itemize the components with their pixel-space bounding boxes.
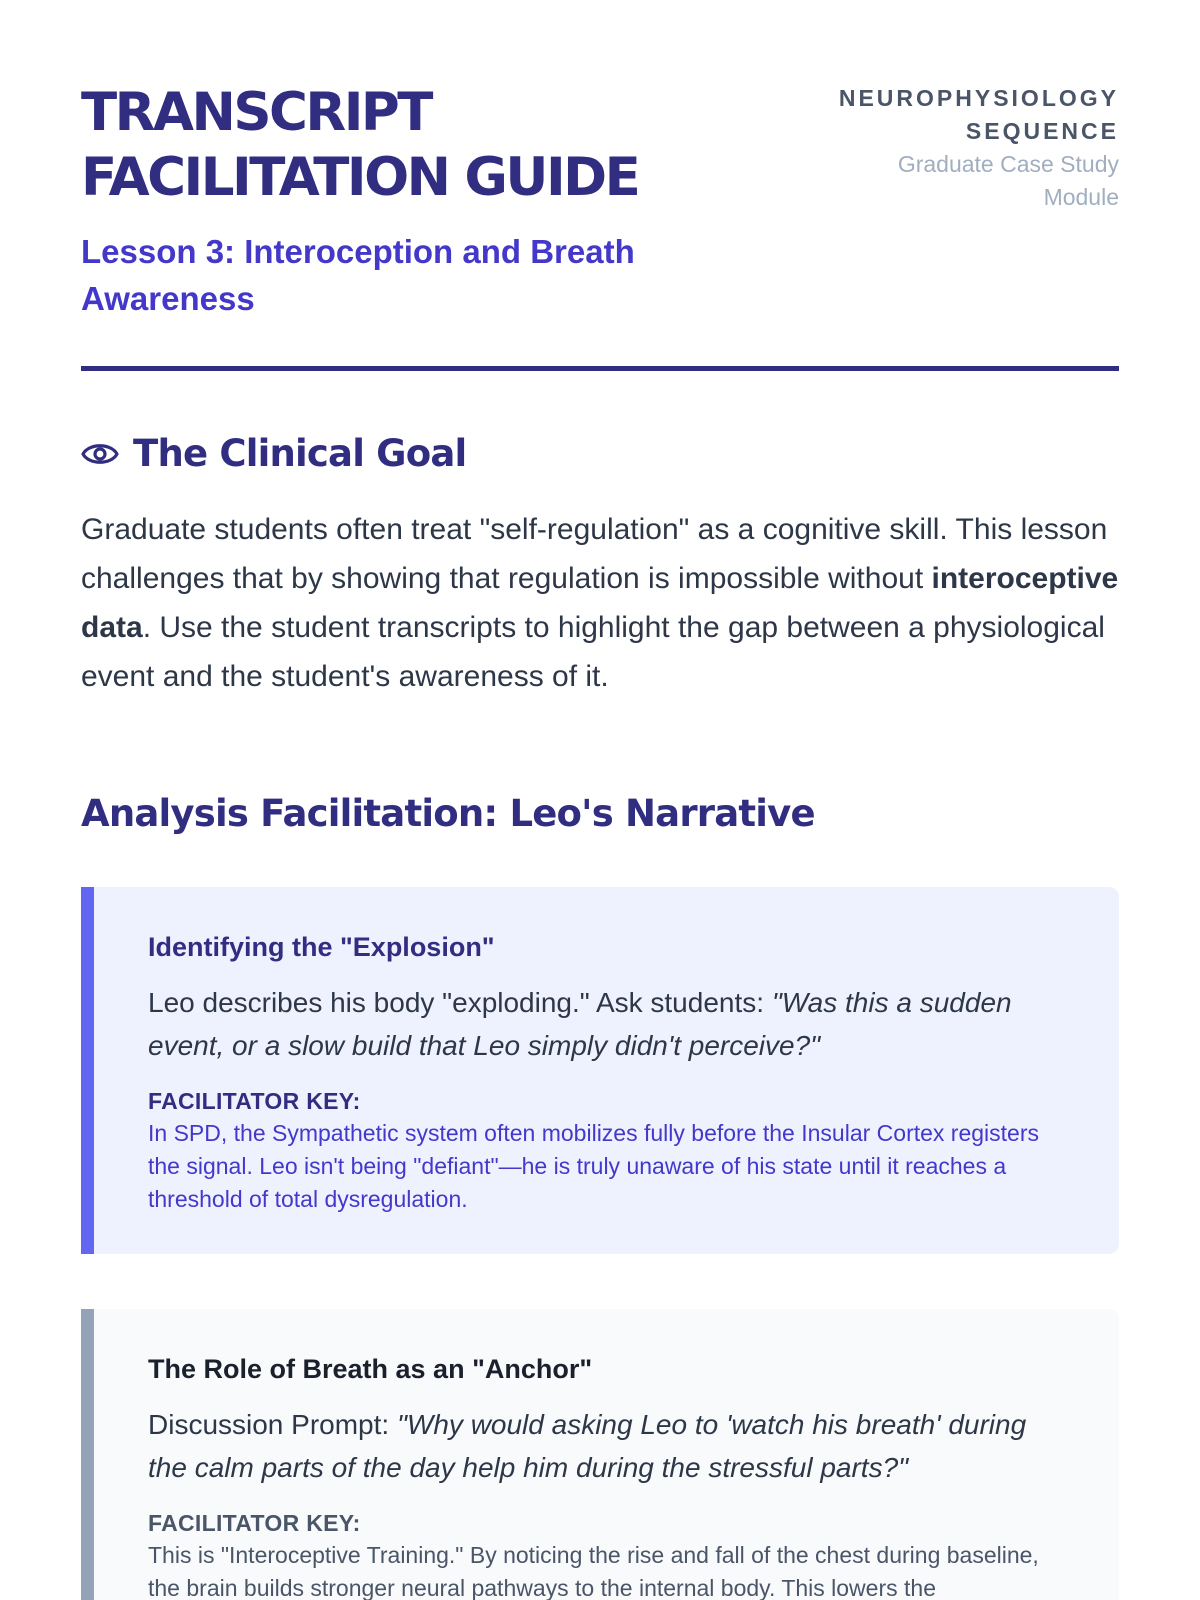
card-prompt-lead: Discussion Prompt: xyxy=(148,1409,397,1440)
clinical-goal-heading-text: The Clinical Goal xyxy=(133,432,467,475)
facilitator-key-label: FACILITATOR KEY: xyxy=(148,1510,361,1536)
card-prompt-question: "Why would asking Leo to 'watch his breath' during the calm parts of the day help him during the stressful parts?" xyxy=(148,1409,1027,1483)
series-name-line-1: NEUROPHYSIOLOGY xyxy=(838,85,1119,111)
title-block xyxy=(81,80,681,322)
page-title-line-1: TRANSCRIPT xyxy=(81,82,431,143)
card-prompt-lead: Leo describes his body "exploding." Ask students: xyxy=(148,987,772,1018)
lesson-subtitle: Lesson 3: Interoception and Breath Awareness xyxy=(81,233,635,317)
clinical-goal-text xyxy=(81,505,1119,701)
series-name-line-2: SEQUENCE xyxy=(965,118,1119,144)
page-title-line-2: FACILITATION GUIDE xyxy=(81,147,639,208)
goal-text-lead: Graduate students often treat "self-regulation" as a cognitive skill. This lesson challenges that by showing that regulation is impossible without xyxy=(81,513,1108,595)
card-prompt xyxy=(148,981,1071,1067)
eye-icon xyxy=(81,439,119,469)
page-title xyxy=(81,80,681,210)
document-header xyxy=(81,80,1119,371)
facilitation-card-breath-anchor xyxy=(81,1309,1119,1600)
module-type-line-1: Graduate Case Study xyxy=(897,151,1119,177)
goal-text-tail: . Use the student transcripts to highlight the gap between a physiological event and the student's awareness of it. xyxy=(81,611,1105,693)
facilitator-key-text: This is "Interoceptive Training." By noticing the rise and fall of the chest during baseline, the brain builds stronger neural pathways to the internal body. This lowers the xyxy=(148,1542,1039,1600)
module-meta xyxy=(799,80,1119,214)
facilitator-key-text: In SPD, the Sympathetic system often mobilizes fully before the Insular Cortex registers the signal. Leo isn't being "defiant"—he is truly unaware of his state until it reaches a threshold of total dysregulation. xyxy=(148,1120,1039,1212)
goal-text-emphasis: interoceptive data xyxy=(81,562,1119,644)
module-type-line-2: Module xyxy=(1043,184,1119,210)
analysis-section xyxy=(81,789,1119,1600)
facilitator-key-label: FACILITATOR KEY: xyxy=(148,1088,361,1114)
card-prompt xyxy=(148,1403,1071,1489)
card-title: Identifying the "Explosion" xyxy=(148,932,495,962)
clinical-goal-heading xyxy=(81,429,1119,479)
clinical-goal-section xyxy=(81,429,1119,701)
card-title: The Role of Breath as an "Anchor" xyxy=(148,1354,593,1384)
analysis-heading: Analysis Facilitation: Leo's Narrative xyxy=(81,792,815,835)
facilitation-card-explosion xyxy=(81,887,1119,1254)
card-prompt-question: "Was this a sudden event, or a slow build that Leo simply didn't perceive?" xyxy=(148,987,1012,1061)
